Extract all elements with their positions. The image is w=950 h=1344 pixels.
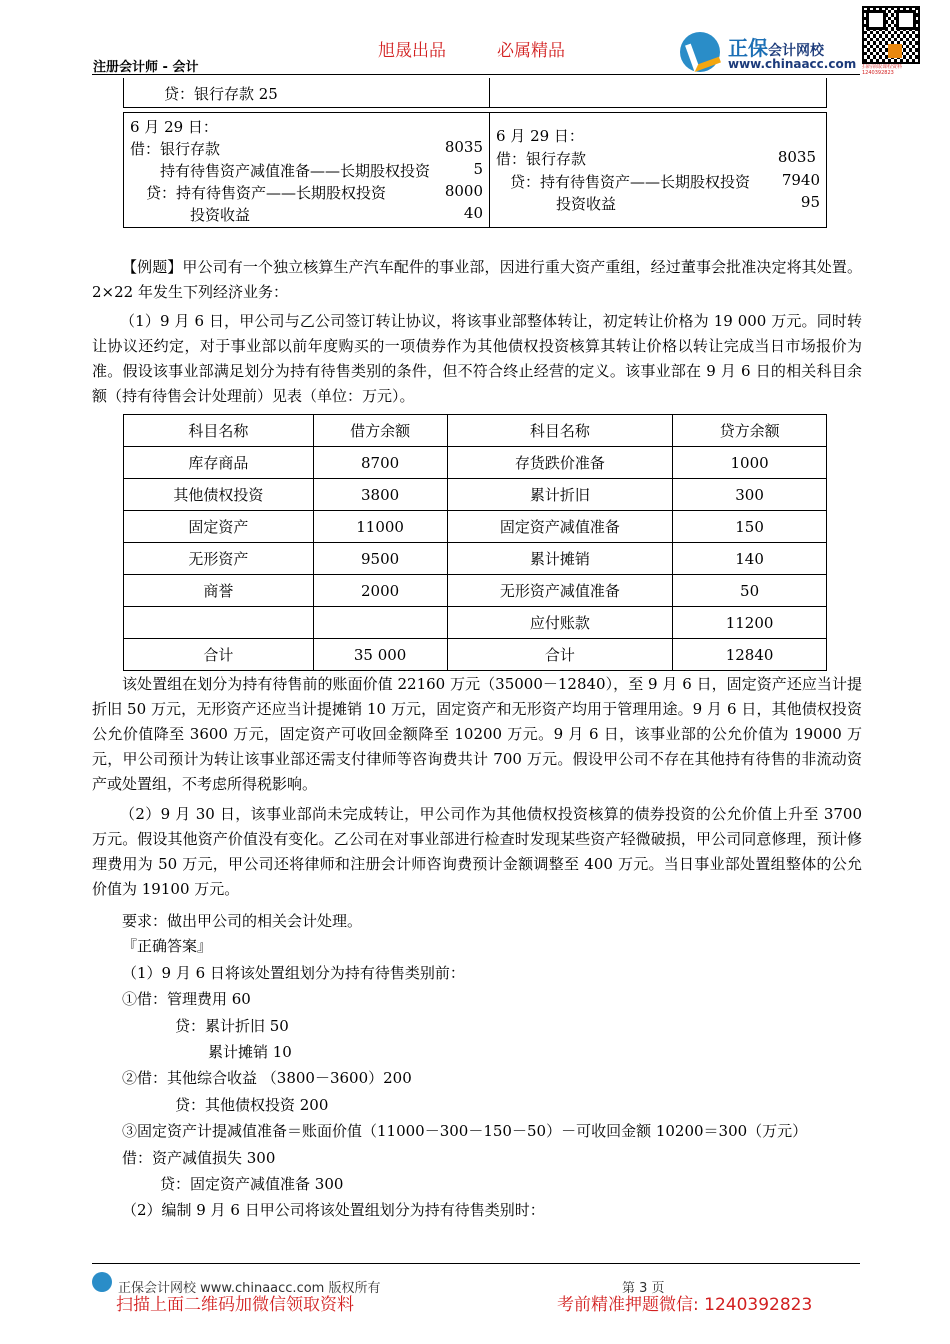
journal-right-line: 投资收益 [556,195,617,213]
table-row [124,607,827,639]
answer-step-2: （2）编制 9 月 6 日甲公司将该处置组划分为持有待售类别时： [122,1201,545,1219]
logo-brand: 正保会计网校 [728,36,824,60]
footer-promo-right: 考前精准押题微信: 1240392823 [557,1295,813,1315]
example-intro: 【例题】甲公司有一个独立核算生产汽车配件的事业部，因进行重大资产重组，经过董事会批准决定将其处置。2×22 年发生下列经济业务： [92,258,862,301]
table-cell: 140 [673,543,827,575]
table-cell: 固定资产 [124,511,314,543]
table-cell: 商誉 [124,575,314,607]
table-cell: 合计 [447,639,673,671]
footer-logo-icon [92,1272,112,1292]
footer-promo-left: 扫描上面二维码加微信领取资料 [116,1295,354,1315]
entry-3-credit: 贷：固定资产减值准备 300 [160,1175,344,1193]
journal-box-left [123,112,490,228]
qr-caption: 扫码领取课程资料 1240392823 [862,64,903,76]
journal-right-amount: 7940 [781,171,820,189]
course-title: 注册会计师 - 会计 [93,60,199,75]
table-cell [313,607,447,639]
body-paragraph-3: 该处置组在划分为持有待售前的账面价值 22160 万元（35000－12840），至 9 月 6 日，固定资产还应当计提折旧 50 万元，无形资产还应当计提摊销 10 万元，固定资产和无形资产均用于管理用途。9 月 6 日，其他债权投资公允价值降至 3600 万元，固定资产可收回金额降至 10200 万元。9 月 6 日，该事业部的公允价值为 19000 万元，甲公司预计为转让该事业部还需支付律师等咨询费共计 700 万元。假设甲公司不存在其他持有待售的非流动资产或处置组，不考虑所得税影响。 [92,675,862,793]
chinaacc-logo[interactable] [680,30,860,76]
table-cell: 存货跌价准备 [447,447,673,479]
journal-right-line: 借：银行存款 [496,150,587,168]
table-cell: 1000 [673,447,827,479]
journal-right-amount: 8035 [777,148,816,166]
answer-step-1: （1）9 月 6 日将该处置组划分为持有待售类别前： [122,964,465,982]
table-header-cell: 贷方余额 [673,415,827,447]
table-cell: 其他债权投资 [124,479,314,511]
table-cell: 11200 [673,607,827,639]
journal-box-right [489,112,827,228]
table-header-cell: 科目名称 [124,415,314,447]
journal-left-amount: 40 [463,204,483,222]
footer-page-number: 第 3 页 [622,1281,665,1296]
entry-3-formula: ③固定资产计提减值准备＝账面价值（11000－300－150－50）－可收回金额 10200＝300（万元） [122,1122,808,1140]
table-cell: 累计摊销 [447,543,673,575]
table-cell: 库存商品 [124,447,314,479]
entry-1-credit: 贷：累计折旧 50 [175,1017,289,1035]
table-cell: 11000 [313,511,447,543]
table-cell [124,607,314,639]
qr-code[interactable] [862,6,920,84]
entry-3-debit: 借：资产减值损失 300 [122,1149,276,1167]
table-cell: 无形资产 [124,543,314,575]
table-cell: 3800 [313,479,447,511]
table-cell: 8700 [313,447,447,479]
table-cell: 12840 [673,639,827,671]
table-cell: 9500 [313,543,447,575]
table-cell: 50 [673,575,827,607]
table-cell: 35 000 [313,639,447,671]
header-slogan-right: 必属精品 [497,41,565,61]
journal-top-line: 贷：银行存款 25 [164,85,278,103]
journal-left-amount: 8000 [444,182,483,200]
table-cell: 无形资产减值准备 [447,575,673,607]
journal-left-date: 6 月 29 日： [130,118,218,136]
table-cell: 固定资产减值准备 [447,511,673,543]
logo-url: www.chinaacc.com [728,57,857,71]
table-row [124,575,827,607]
requirement: 要求：做出甲公司的相关会计处理。 [122,912,363,930]
table-row [124,447,827,479]
journal-left-line: 投资收益 [190,206,251,224]
table-cell: 300 [673,479,827,511]
table-header-cell: 借方余额 [313,415,447,447]
header-slogan-left: 旭晟出品 [378,41,446,61]
table-cell: 累计折旧 [447,479,673,511]
table-cell: 2000 [313,575,447,607]
table-cell: 合计 [124,639,314,671]
entry-1-credit: 累计摊销 10 [208,1043,292,1061]
example-item-1: （1）9 月 6 日，甲公司与乙公司签订转让协议，将该事业部整体转让，初定转让价格为 19 000 万元。同时转让协议还约定，对于事业部以前年度购买的一项债券作为其他债权投资核算其转让价格以转让完成当日市场报价为准。假设该事业部满足划分为持有待售类别的条件，但不符合终止经营的定义。该事业部在 9 月 6 日的相关科目余额（持有待售会计处理前）见表（单位：万元）。 [92,312,862,405]
balance-table [123,414,827,671]
journal-box-top-right [489,78,827,108]
journal-right-date: 6 月 29 日： [496,127,584,145]
answer-heading: 『正确答案』 [122,937,213,955]
entry-2-credit: 贷：其他债权投资 200 [175,1096,329,1114]
journal-left-amount: 8035 [444,138,483,156]
table-cell: 150 [673,511,827,543]
footer-divider [92,1263,860,1264]
journal-box-top-left [123,78,490,108]
journal-right-amount: 95 [800,193,820,211]
journal-left-line: 借：银行存款 [130,140,221,158]
entry-1-debit: ①借：管理费用 60 [122,990,251,1008]
table-header-cell: 科目名称 [447,415,673,447]
journal-right-line: 贷：持有待售资产——长期股权投资 [510,173,751,191]
journal-left-amount: 5 [473,160,483,178]
footer-copyright: 正保会计网校 www.chinaacc.com 版权所有 [118,1281,381,1296]
table-row [124,479,827,511]
table-row [124,543,827,575]
table-header-row [124,415,827,447]
table-cell: 应付账款 [447,607,673,639]
table-total-row [124,639,827,671]
logo-emblem-icon [680,32,720,72]
entry-2-debit: ②借：其他综合收益 （3800－3600）200 [122,1069,412,1087]
journal-left-line: 贷：持有待售资产——长期股权投资 [146,184,387,202]
body-paragraph-4: （2）9 月 30 日，该事业部尚未完成转让，甲公司作为其他债权投资核算的债券投资的公允价值上升至 3700 万元。假设其他资产价值没有变化。乙公司在对事业部进行检查时发现某些资产轻微破损，甲公司同意修理，预计修理费用为 50 万元，甲公司还将律师和注册会计师咨询费预计金额调整至 400 万元。当日事业部处置组整体的公允价值为 19100 万元。 [92,805,862,898]
table-row [124,511,827,543]
journal-left-line: 持有待售资产减值准备——长期股权投资 [160,162,431,180]
qr-code-icon [862,6,920,64]
